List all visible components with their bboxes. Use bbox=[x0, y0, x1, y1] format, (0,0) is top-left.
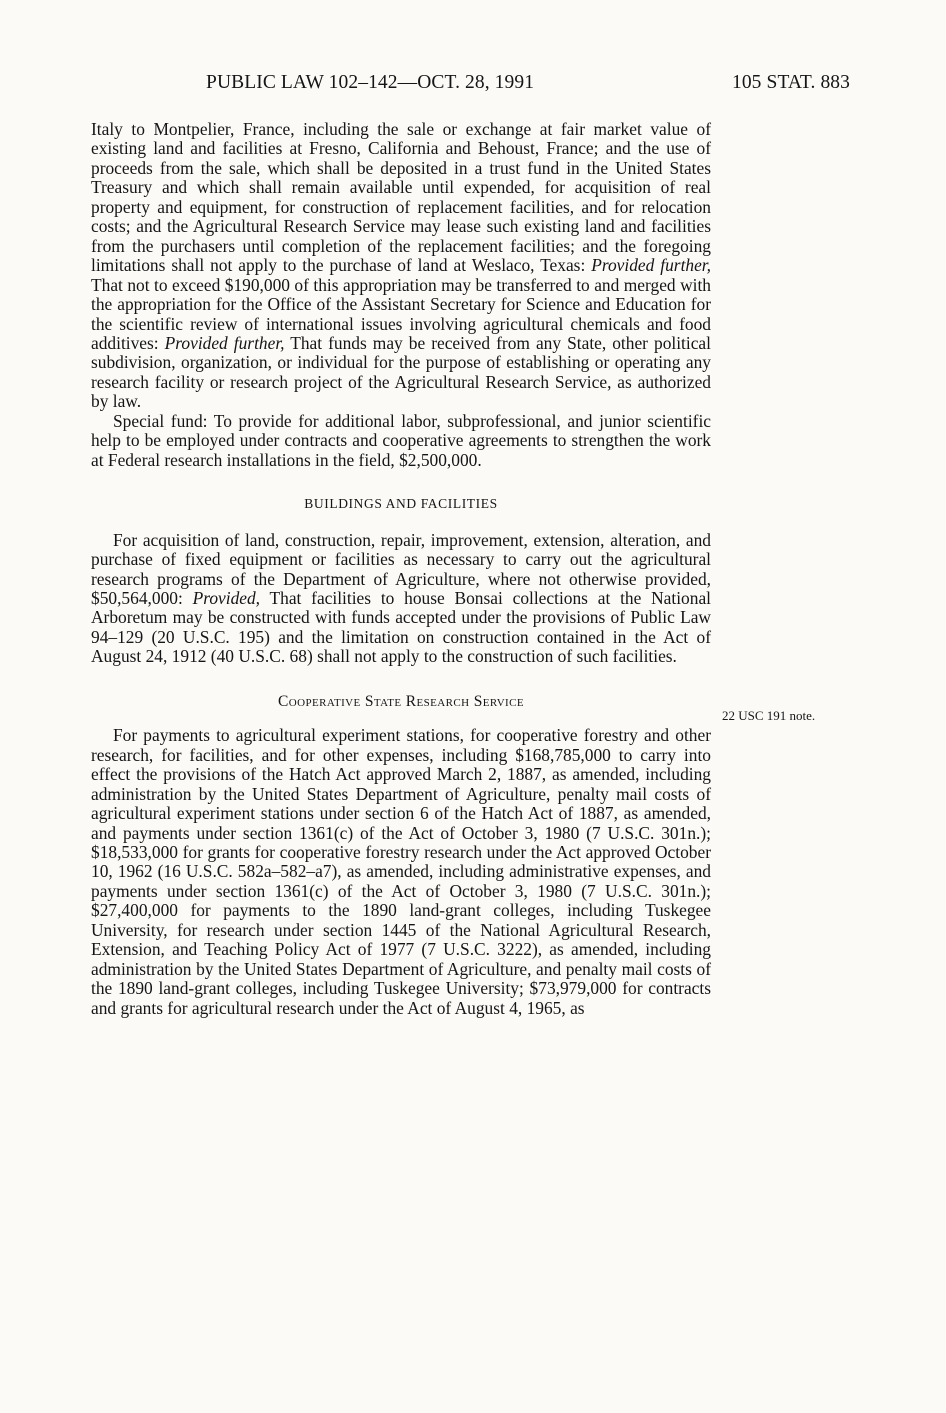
section-heading-csrs: Cooperative State Research Service bbox=[278, 692, 524, 710]
statute-page-number: 105 STAT. 883 bbox=[731, 72, 850, 93]
para1-text-a: Italy to Montpelier, France, including the sale or exchange at fair market value of existing land and facilities at Fresno, California and Behoust, France; and the use of proceeds from the sale, which shall be deposited in a trust fund in the United States Treasury and which shall remain available until expended, for acquisition of real property and equipment, for construction of replacement facilities, and for relocation costs; and the Agricultural Research Service may lease such existing land and facilities from the purchasers until completion of the replacement facilities; and the foregoing limitations shall not apply to the purchase of land at Weslaco, Texas: bbox=[91, 119, 711, 276]
buildings-text-b: That facilities to house Bonsai collections at the National Arboretum may be constructed with funds accepted under the provisions of Public Law 94–129 (20 U.S.C. 195) and the limitation on construction contained in the Act of August 24, 1912 (40 U.S.C. 68) shall not apply to the construction of such facilities. bbox=[91, 587, 711, 667]
page-header bbox=[0, 72, 946, 102]
csrs-paragraph: For payments to agricultural experiment stations, for cooperative forestry and other research, for facilities, and for other expenses, including $168,785,000 to carry into effect the provisions of the Hatch Act approved March 2, 1887, as amended, including administration by the United States Department of Agriculture, penalty mail costs of agricultural experiment stations under section 6 of the Hatch Act of 1887, as amended, and payments under section 1361(c) of the Act of October 3, 1980 (7 U.S.C. 301n.); $18,533,000 for grants for cooperative forestry research under the Act approved October 10, 1962 (16 U.S.C. 582a–582–a7), as amended, including administrative expenses, and payments under section 1361(c) of the Act of October 3, 1980 (7 U.S.C. 301n.); $27,400,000 for payments to the 1890 land-grant colleges, including Tuskegee University, for research under section 1445 of the National Agricultural Research, Extension, and Teaching Policy Act of 1977 (7 U.S.C. 3222), as amended, including administration by the United States Department of Agriculture, and penalty mail costs of the 1890 land-grant colleges, including Tuskegee University; $73,979,000 for contracts and grants for agricultural research under the Act of August 4, 1965, as bbox=[91, 725, 711, 1018]
proviso-italic: Provided, bbox=[192, 587, 261, 608]
section-heading-buildings: BUILDINGS AND FACILITIES bbox=[304, 496, 498, 512]
proviso-italic: Provided further, bbox=[591, 255, 711, 276]
buildings-text-a: For acquisition of land, construction, repair, improvement, extension, alteration, and purchase of fixed equipment or facilities as necessary to carry out the agricultural research programs of the Department of Agriculture, where not otherwise provided, $50,564,000: bbox=[91, 529, 711, 608]
para1-text-c: That funds may be received from any State, other political subdivision, organization, or individual for the purpose of establishing or operating any research facility or research project of the Agricultural Research Service, as authorized by law. bbox=[91, 332, 711, 412]
body-text-column bbox=[91, 120, 711, 1018]
public-law-citation: PUBLIC LAW 102–142—OCT. 28, 1991 bbox=[206, 72, 535, 93]
special-fund-paragraph: Special fund: To provide for additional labor, subprofessional, and junior scientific help to be employed under contracts and cooperative agreements to strengthen the work at Federal research installations in the field, $2,500,000. bbox=[91, 410, 711, 470]
para1-text-b: That not to exceed $190,000 of this appropriation may be transferred to and merged with the appropriation for the Office of the Assistant Secretary for Science and Education for the scientific review of international issues involving agricultural chemicals and food additives: bbox=[91, 274, 711, 353]
buildings-paragraph bbox=[91, 531, 711, 667]
proviso-italic: Provided further, bbox=[164, 332, 285, 353]
paragraph-continued bbox=[91, 120, 711, 412]
margin-note: 22 USC 191 note. bbox=[722, 708, 816, 723]
